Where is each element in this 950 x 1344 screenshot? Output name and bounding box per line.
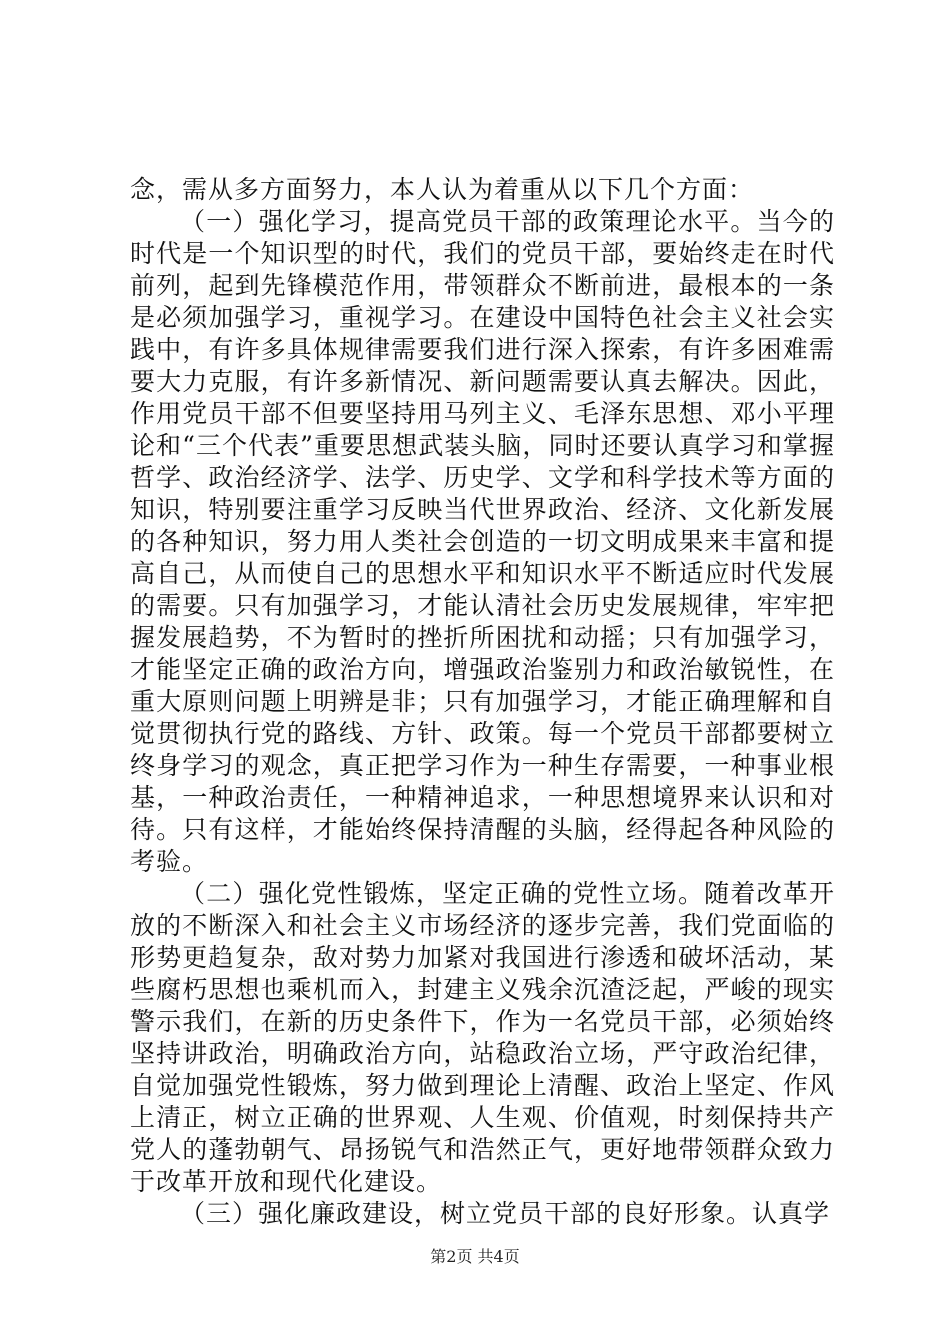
paragraph-section-two: （二）强化党性锻炼，坚定正确的党性立场。随着改革开放的不断深入和社会主义市场经济的逐步完善，我们党面临的形势更趋复杂，敌对势力加紧对我国进行渗透和破坏活动，某些腐朽思想也乘机而入，封建主义残余沉渣泛起，严峻的现实警示我们，在新的历史条件下，作为一名党员干部，必须始终坚持讲政治，明确政治方向，站稳政治立场，严守政治纪律，自觉加强党性锻炼，努力做到理论上清醒、政治上坚定、作风上清正，树立正确的世界观、人生观、价值观，时刻保持共产党人的蓬勃朝气、昂扬锐气和浩然正气，更好地带领群众致力于改革开放和现代化建设。 (130, 879, 835, 1196)
paragraph-section-one: （一）强化学习，提高党员干部的政策理论水平。当今的时代是一个知识型的时代，我们的党员干部，要始终走在时代前列，起到先锋模范作用，带领群众不断前进，最根本的一条是必须加强学习，重视学习。在建设中国特色社会主义社会实践中，有许多具体规律需要我们进行深入探索，有许多困难需要大力克服，有许多新情况、新问题需要认真去解决。因此，作用党员干部不但要坚持用马列主义、毛泽东思想、邓小平理论和“三个代表”重要思想武装头脑，同时还要认真学习和掌握哲学、政治经济学、法学、历史学、文学和科学技术等方面的知识，特别要注重学习反映当代世界政治、经济、文化新发展的各种知识，努力用人类社会创造的一切文明成果来丰富和提高自己，从而使自己的思想水平和知识水平不断适应时代发展的需要。只有加强学习，才能认清社会历史发展规律，牢牢把握发展趋势，不为暂时的挫折所困扰和动摇；只有加强学习，才能坚定正确的政治方向，增强政治鉴别力和政治敏锐性，在重大原则问题上明辨是非；只有加强学习，才能正确理解和自觉贯彻执行党的路线、方针、政策。每一个党员干部都要树立终身学习的观念，真正把学习作为一种生存需要，一种事业根基，一种政治责任，一种精神追求，一种思想境界来认识和对待。只有这样，才能始终保持清醒的头脑，经得起各种风险的考验。 (130, 207, 835, 876)
paragraph-section-three: （三）强化廉政建设，树立党员干部的良好形象。认真学 (180, 1199, 831, 1228)
document-body (130, 174, 835, 1230)
page-number-footer: 第2页 共4页 (430, 1247, 520, 1266)
paragraph-continuation: 念，需从多方面努力，本人认为着重从以下几个方面： (130, 175, 755, 204)
